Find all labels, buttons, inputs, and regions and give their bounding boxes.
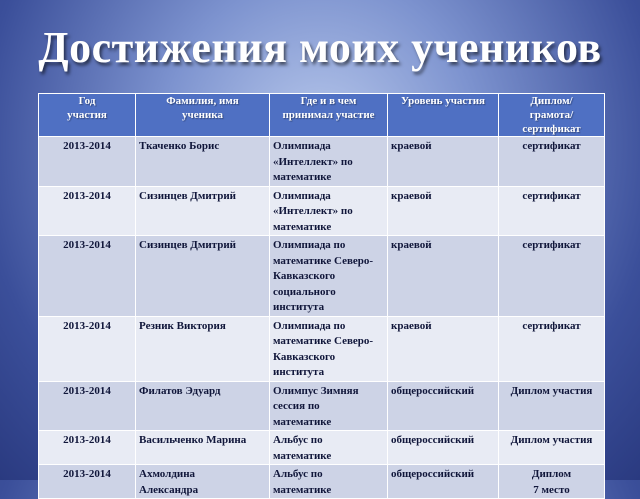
event-cell-text: Олимпиада <box>273 189 331 202</box>
year-cell <box>39 137 136 187</box>
event-cell-text: «Интеллект» по <box>273 205 353 217</box>
award-cell <box>499 316 605 381</box>
event-cell-text: Кавказского <box>273 350 336 363</box>
year-cell-text: 2013-2014 <box>63 434 111 446</box>
year-cell <box>39 431 136 465</box>
column-header-text: Год <box>78 95 96 107</box>
event-cell-text: Кавказского <box>273 270 336 282</box>
level-cell <box>388 137 499 187</box>
award-cell-text: сертификат <box>522 319 581 332</box>
year-cell-text: 2013-2014 <box>63 319 111 332</box>
year-cell <box>39 186 136 236</box>
student-name-cell-text: Ахмолдина <box>139 468 196 480</box>
column-header-text: принимал участие <box>282 109 375 121</box>
year-cell <box>39 465 136 499</box>
column-header-text: грамота/ <box>529 109 574 121</box>
level-cell <box>388 381 499 431</box>
event-cell-text: Альбус по <box>273 434 323 446</box>
event-cell <box>270 186 388 236</box>
event-cell-text: Олимпиада по <box>273 319 346 332</box>
year-cell <box>39 381 136 431</box>
student-name-cell-text: Резник Виктория <box>139 319 226 332</box>
column-header-text: Фамилия, имя <box>166 95 239 107</box>
year-cell-text: 2013-2014 <box>63 140 111 152</box>
column-header <box>136 94 270 137</box>
level-cell-text: краевой <box>391 319 432 332</box>
level-cell <box>388 465 499 499</box>
table-row <box>39 465 605 499</box>
event-cell <box>270 465 388 499</box>
student-name-cell <box>136 431 270 465</box>
level-cell <box>388 431 499 465</box>
student-name-cell-text: Сизинцев Дмитрий <box>139 189 237 202</box>
table-row <box>39 236 605 317</box>
event-cell <box>270 137 388 187</box>
year-cell-text: 2013-2014 <box>63 384 111 397</box>
column-header <box>499 94 605 137</box>
level-cell <box>388 186 499 236</box>
event-cell-text: Олимпиада по <box>273 239 346 251</box>
level-cell-text: краевой <box>391 140 432 152</box>
student-name-cell-text: Васильченко Марина <box>139 434 247 446</box>
page-title: Достижения моих учеников <box>38 23 602 72</box>
event-cell-text: математике <box>273 415 332 428</box>
column-header-text: ученика <box>182 109 223 121</box>
award-cell <box>499 236 605 317</box>
column-header-text: Уровень участия <box>400 95 486 107</box>
level-cell-text: краевой <box>391 189 432 202</box>
student-name-cell-text: Александра <box>139 483 199 496</box>
column-header <box>270 94 388 137</box>
student-name-cell <box>136 381 270 431</box>
column-header <box>388 94 499 137</box>
event-cell-text: Олимпиада <box>273 140 331 152</box>
event-cell-text: социального <box>273 285 336 298</box>
level-cell-text: общероссийский <box>391 384 475 397</box>
year-cell-text: 2013-2014 <box>63 239 111 251</box>
event-cell-text: математике Северо- <box>273 335 374 347</box>
student-name-cell <box>136 465 270 499</box>
award-cell-text: сертификат <box>522 239 581 251</box>
award-cell <box>499 137 605 187</box>
event-cell-text: института <box>273 366 325 378</box>
year-cell <box>39 236 136 317</box>
event-cell-text: института <box>273 301 325 313</box>
award-cell <box>499 431 605 465</box>
award-cell-text: Диплом <box>531 468 572 480</box>
event-cell-text: Олимпус Зимняя <box>273 384 359 397</box>
award-cell-text: сертификат <box>522 140 581 152</box>
student-name-cell-text: Сизинцев Дмитрий <box>139 239 237 251</box>
student-name-cell-text: Филатов Эдуард <box>139 384 221 397</box>
award-cell-text: Диплом участия <box>510 434 593 446</box>
award-cell <box>499 465 605 499</box>
student-name-cell <box>136 137 270 187</box>
event-cell-text: Альбус по <box>273 468 323 480</box>
student-name-cell <box>136 186 270 236</box>
event-cell <box>270 236 388 317</box>
level-cell <box>388 316 499 381</box>
event-cell-text: математике <box>273 483 332 496</box>
event-cell <box>270 316 388 381</box>
year-cell-text: 2013-2014 <box>63 189 111 202</box>
table-row <box>39 316 605 381</box>
level-cell <box>388 236 499 317</box>
column-header <box>39 94 136 137</box>
student-name-cell-text: Ткаченко Борис <box>139 140 220 152</box>
award-cell-text: 7 место <box>533 483 570 496</box>
student-name-cell <box>136 236 270 317</box>
event-cell-text: сессия по <box>273 400 320 412</box>
level-cell-text: общероссийский <box>391 468 475 480</box>
table-body <box>39 137 605 499</box>
table-row <box>39 431 605 465</box>
table-row <box>39 381 605 431</box>
event-cell-text: математике <box>273 449 332 462</box>
award-cell-text: Диплом участия <box>510 384 593 397</box>
column-header-text: Где и в чем <box>300 95 357 107</box>
achievements-table <box>38 93 605 499</box>
event-cell-text: «Интеллект» по <box>273 155 353 168</box>
year-cell-text: 2013-2014 <box>63 468 111 480</box>
award-cell <box>499 186 605 236</box>
award-cell-text: сертификат <box>522 189 581 202</box>
column-header-text: Диплом/ <box>530 95 573 107</box>
column-header-text: участия <box>67 109 107 121</box>
table-row <box>39 137 605 187</box>
event-cell-text: математике Северо- <box>273 254 374 267</box>
table-header-row <box>39 94 605 137</box>
table-row <box>39 186 605 236</box>
event-cell-text: математике <box>273 171 332 183</box>
event-cell <box>270 431 388 465</box>
award-cell <box>499 381 605 431</box>
column-header-text: сертификат <box>522 123 581 135</box>
event-cell <box>270 381 388 431</box>
level-cell-text: общероссийский <box>391 434 475 446</box>
year-cell <box>39 316 136 381</box>
event-cell-text: математике <box>273 220 332 233</box>
student-name-cell <box>136 316 270 381</box>
level-cell-text: краевой <box>391 239 432 251</box>
